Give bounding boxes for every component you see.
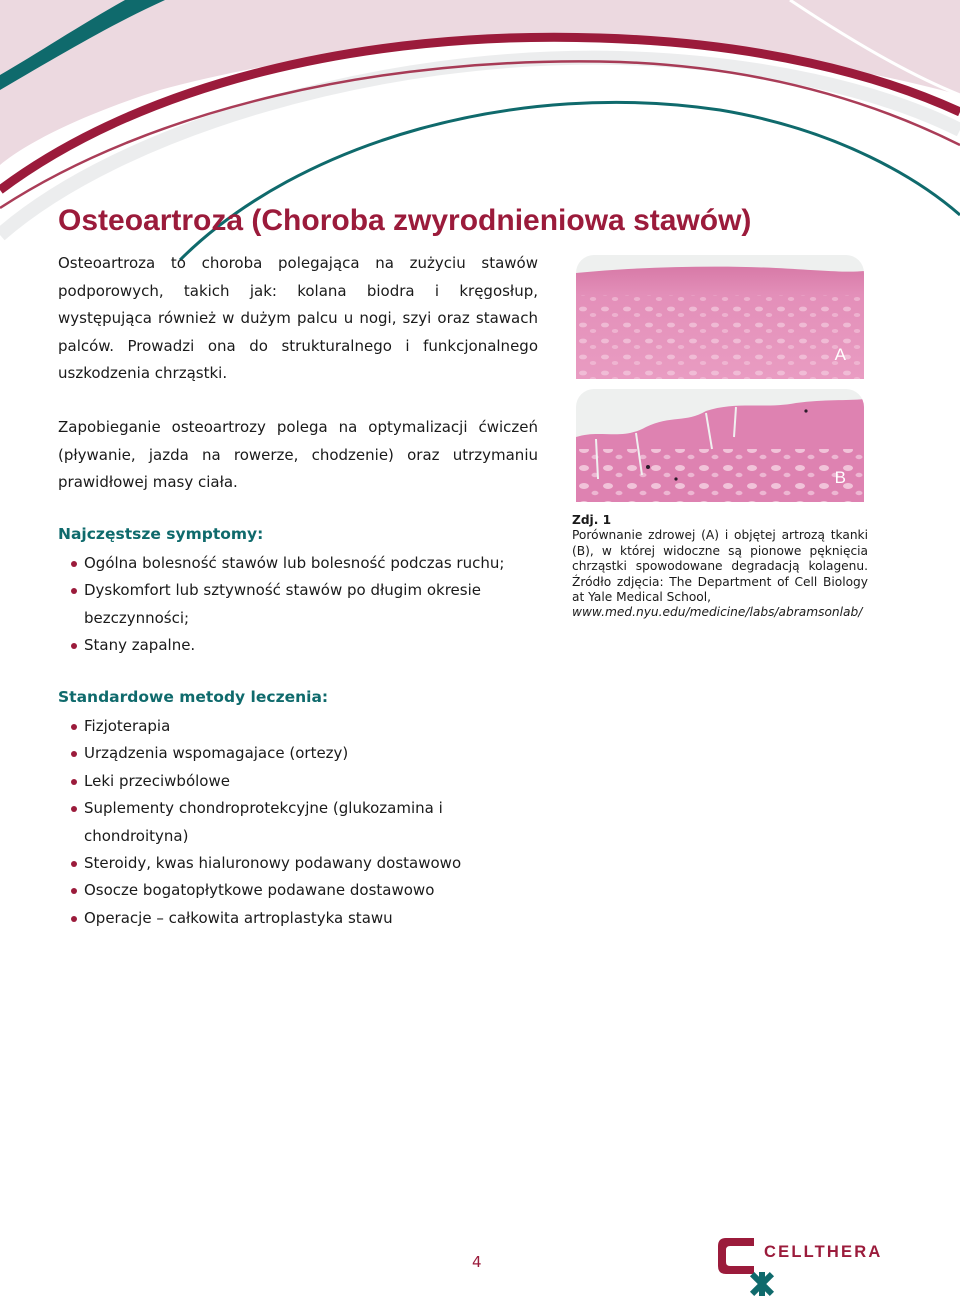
- list-item: Steroidy, kwas hialuronowy podawany dostawowo: [58, 850, 538, 877]
- list-item: Stany zapalne.: [58, 632, 538, 659]
- list-item: Fizjoterapia: [58, 713, 538, 740]
- figure-caption: [572, 513, 868, 621]
- micrograph-healthy-cartilage: [576, 255, 864, 379]
- label-b: B: [834, 468, 846, 487]
- list-item: Ogólna bolesność stawów lub bolesność podczas ruchu;: [58, 550, 538, 577]
- caption-text: Porównanie zdrowej (A) i objętej artrozą tkanki (B), w której widoczne są pionowe pęknięcia chrząstki spowodowane degradacją kolagenu. Źródło zdjęcia: The Department of Cell Biology at Yale Medical School,: [572, 528, 868, 605]
- label-a: A: [834, 345, 846, 364]
- page-number: 4: [472, 1253, 482, 1271]
- list-item: Dyskomfort lub sztywność stawów po długim okresie bezczynności;: [58, 577, 538, 632]
- treatments-heading: Standardowe metody leczenia:: [58, 688, 329, 706]
- caption-url: www.med.nyu.edu/medicine/labs/abramsonlab/: [572, 605, 863, 620]
- list-item: Osocze bogatopłytkowe podawane dostawowo: [58, 877, 538, 904]
- list-item: Urządzenia wspomagajace (ortezy): [58, 740, 538, 767]
- list-item: Operacje – całkowita artroplastyka stawu: [58, 905, 538, 932]
- caption-label: Zdj. 1: [572, 513, 612, 527]
- treatments-list: [58, 713, 538, 932]
- celltheta-logo: [716, 1236, 883, 1300]
- list-item: Leki przeciwbólowe: [58, 768, 538, 795]
- intro-paragraph: Osteoartroza to choroba polegająca na zużyciu stawów podporowych, takich jak: kolana biodra i kręgosłup, występująca również w dużym palcu u nogi, szyi oraz stawach palców. Prowadzi ona do strukturalnego i funkcjonalnego uszkodzenia chrząstki.: [58, 254, 538, 382]
- logo-text: CELLTHERA: [764, 1243, 883, 1261]
- micrograph-osteoarthritic-cartilage: [576, 389, 864, 502]
- page-title: Osteoartroza (Choroba zwyrodnieniowa stawów): [58, 204, 752, 238]
- symptoms-heading: Najczęstsze symptomy:: [58, 525, 264, 543]
- list-item: Suplementy chondroprotekcyjne (glukozamina i chondroityna): [58, 795, 538, 850]
- symptoms-list: [58, 550, 538, 660]
- prevention-paragraph: Zapobieganie osteoartrozy polega na optymalizacji ćwiczeń (pływanie, jazda na rowerze, chodzenie) oraz utrzymaniu prawidłowej masy ciała.: [58, 418, 538, 491]
